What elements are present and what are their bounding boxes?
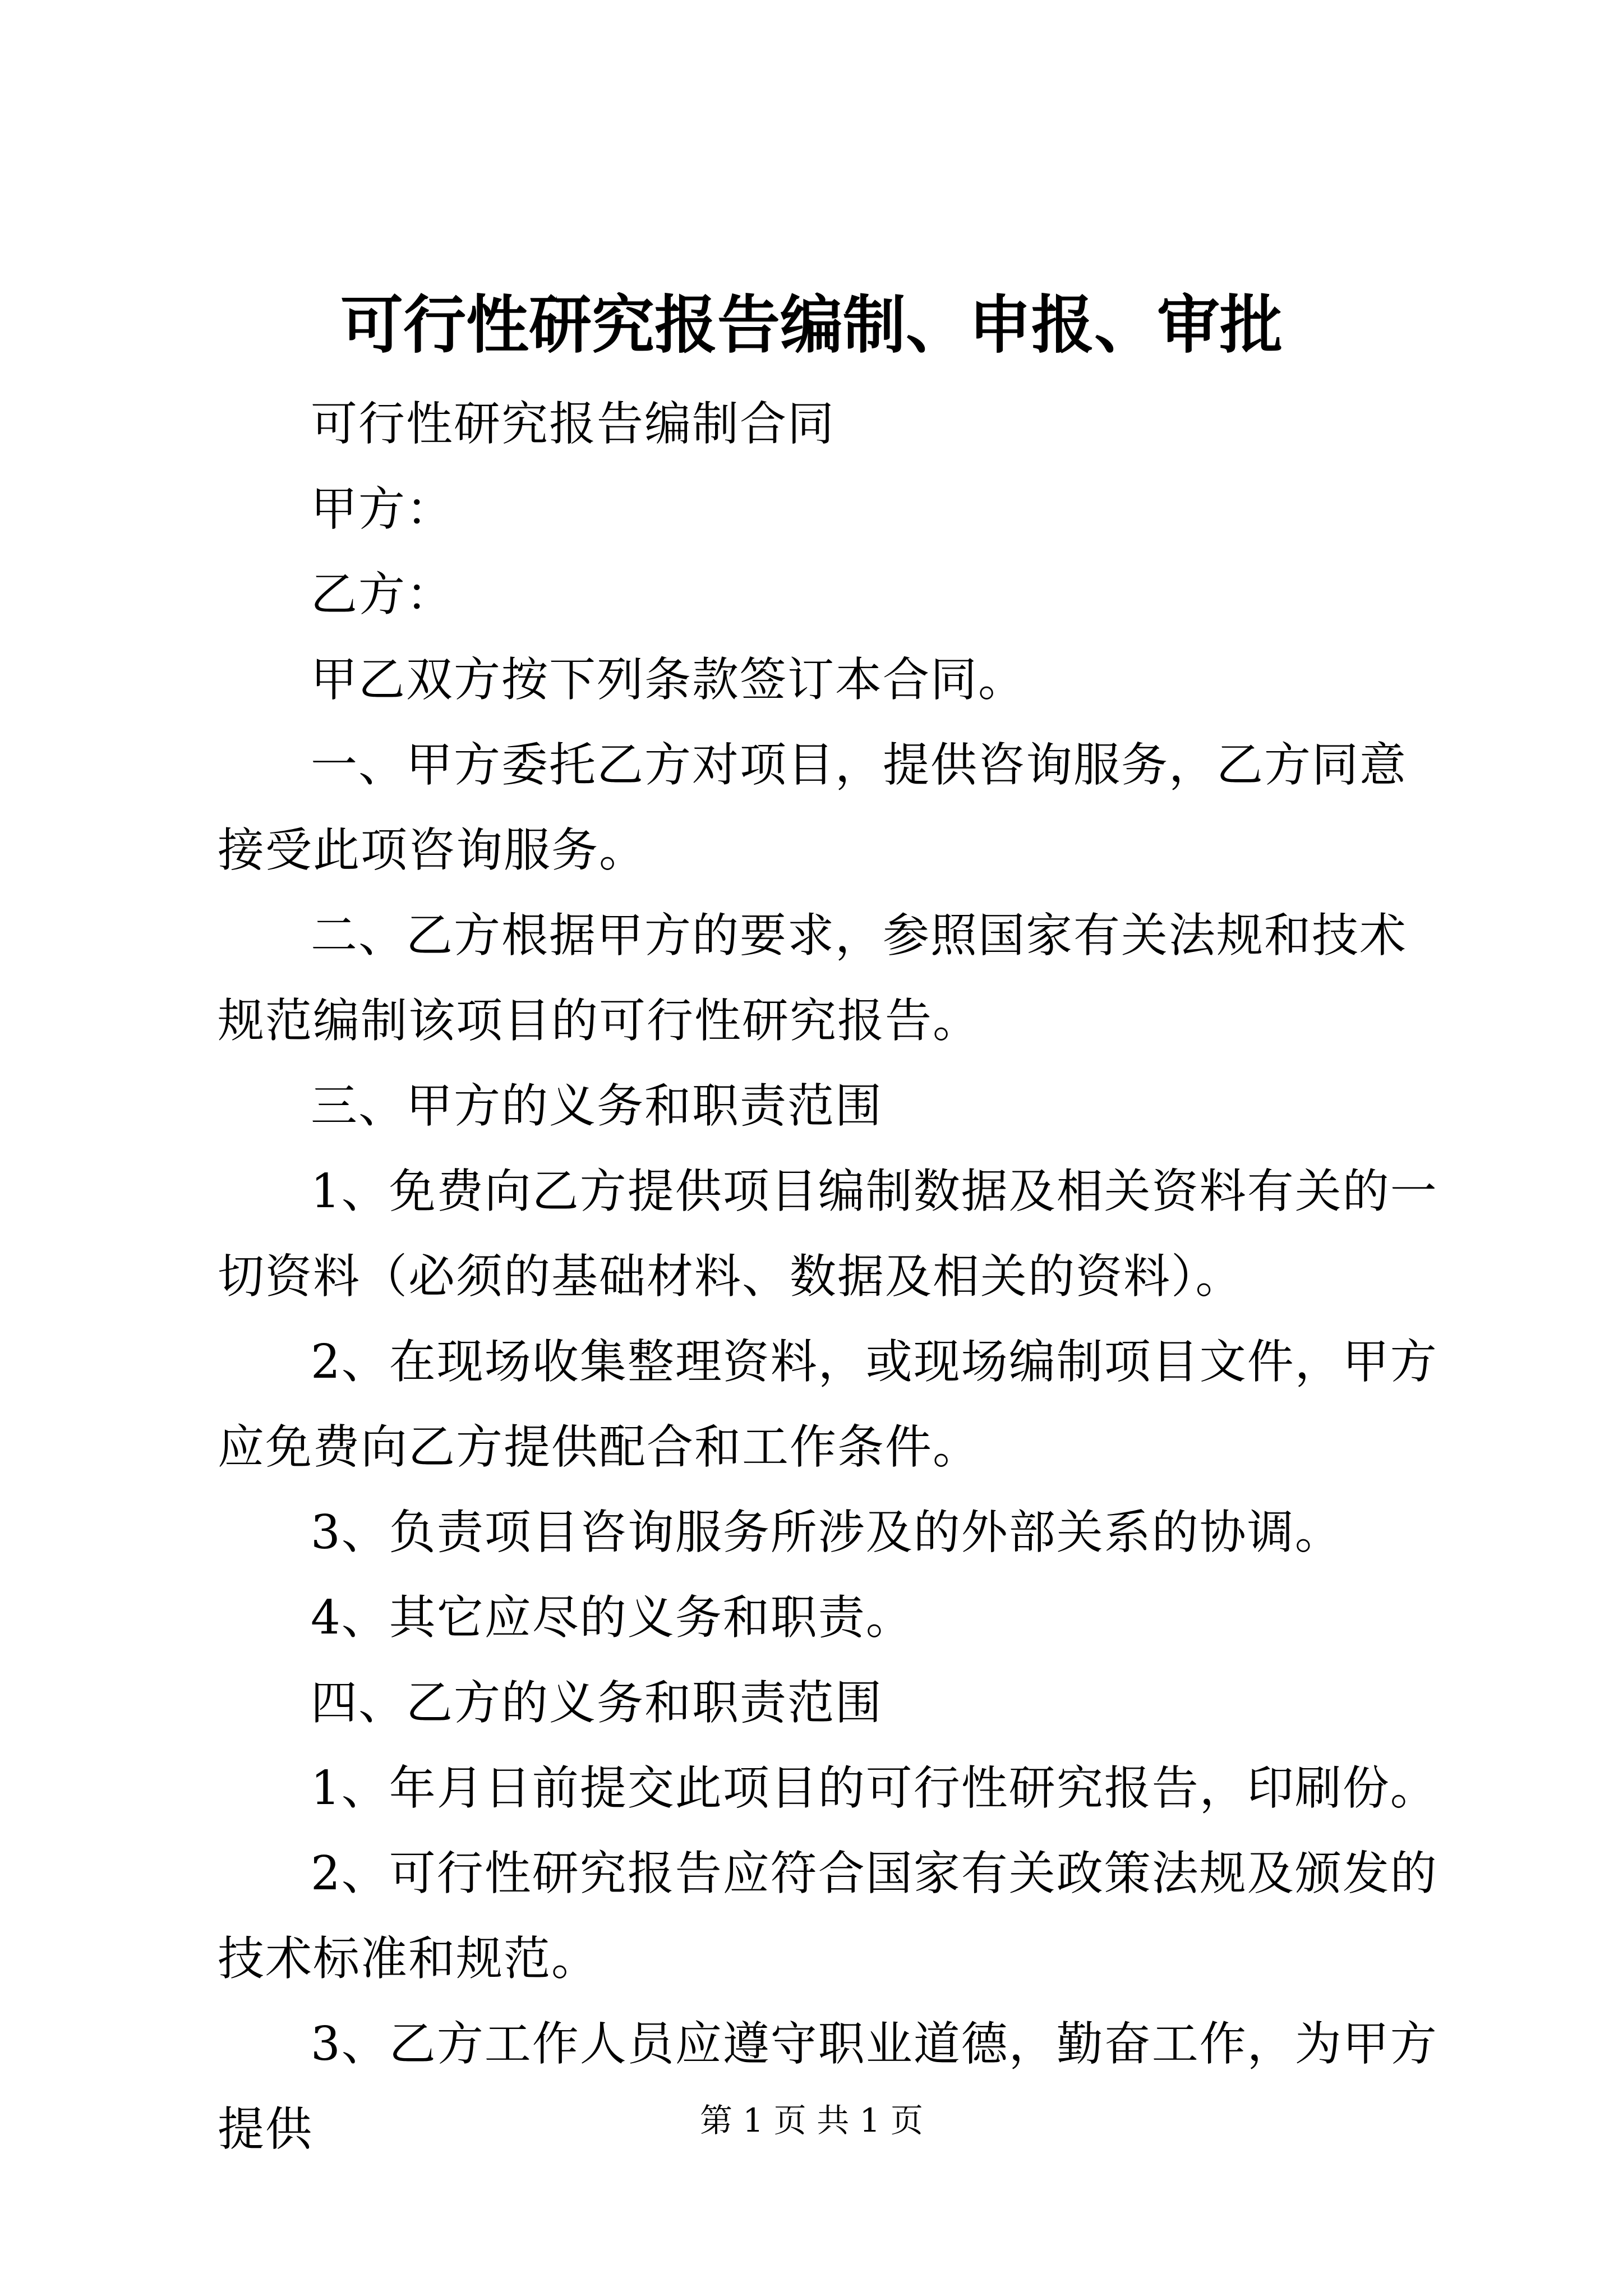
paragraph-clause-3-item-3: 3、负责项目咨询服务所涉及的外部关系的协调。 xyxy=(311,1505,1343,1559)
paragraph-clause-3-item-2: 2、在现场收集整理资料，或现场编制项目文件，甲方应免费向乙方提供配合和工作条件。 xyxy=(218,1335,1438,1474)
paragraph-clause-3-item-4: 4、其它应尽的义务和职责。 xyxy=(311,1590,914,1645)
paragraph-clause-3-heading: 三、甲方的义务和职责范围 xyxy=(311,1079,883,1133)
paragraph-clause-1: 一、甲方委托乙方对项目，提供咨询服务，乙方同意接受此项咨询服务。 xyxy=(218,738,1407,877)
paragraph-intro: 甲乙双方按下列条款签订本合同。 xyxy=(311,652,1026,707)
paragraph-clause-4-item-3: 3、乙方工作人员应遵守职业道德，勤奋工作，为甲方提供 xyxy=(218,2017,1438,2156)
document-body xyxy=(218,381,1440,2172)
paragraph-clause-4-item-1: 1、年月日前提交此项目的可行性研究报告，印刷份。 xyxy=(311,1761,1438,1815)
paragraph-clause-4-heading: 四、乙方的义务和职责范围 xyxy=(311,1676,883,1730)
paragraph-clause-3-item-1: 1、免费向乙方提供项目编制数据及相关资料有关的一切资料（必须的基础材料、数据及相关的资料）。 xyxy=(218,1164,1438,1304)
document-title: 可行性研究报告编制、申报、审批 xyxy=(340,288,1283,362)
paragraph-clause-4-item-2: 2、可行性研究报告应符合国家有关政策法规及颁发的技术标准和规范。 xyxy=(218,1846,1438,1986)
paragraph-party-b: 乙方： xyxy=(311,567,454,622)
paragraph-clause-2: 二、乙方根据甲方的要求，参照国家有关法规和技术规范编制该项目的可行性研究报告。 xyxy=(218,908,1407,1048)
page-footer: 第 1 页 共 1 页 xyxy=(700,2101,923,2139)
paragraph-party-a: 甲方： xyxy=(311,482,454,536)
paragraph-contract-title: 可行性研究报告编制合同 xyxy=(311,397,835,451)
